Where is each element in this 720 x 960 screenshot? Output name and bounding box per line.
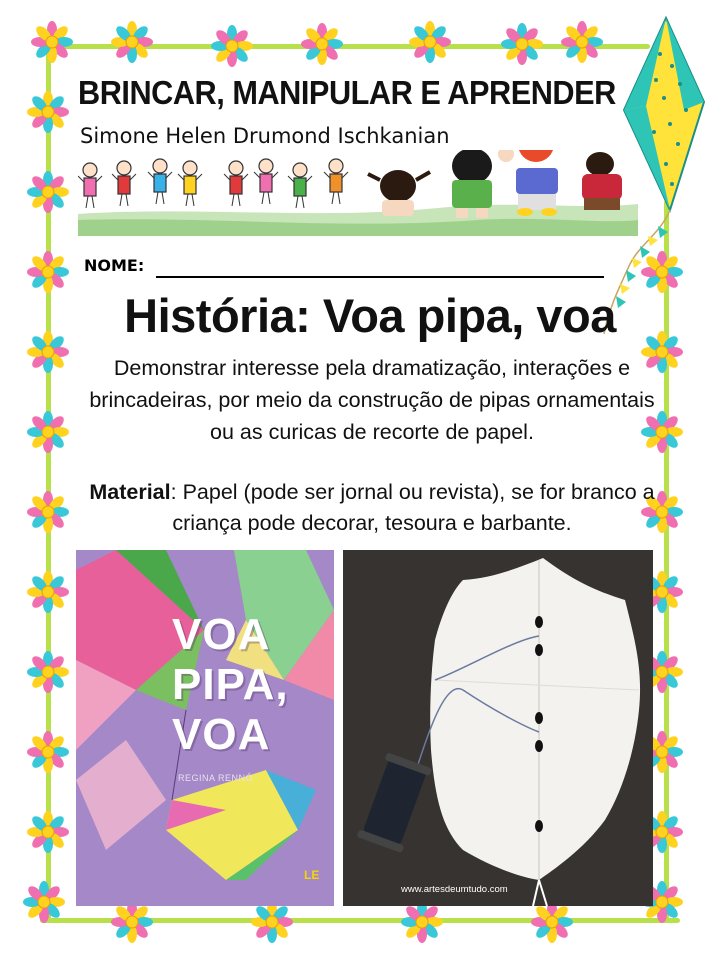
paper-kite-illustration — [343, 550, 653, 906]
story-title: História: Voa pipa, voa — [124, 289, 616, 342]
flower-icon — [400, 900, 444, 944]
flower-icon — [26, 490, 70, 534]
flower-icon — [530, 900, 574, 944]
paper-kite-photo — [343, 550, 653, 906]
flower-icon — [110, 20, 154, 64]
flower-icon — [26, 330, 70, 374]
book-title — [172, 610, 322, 760]
material-text: : Papel (pode ser jornal ou revista), se for branco a criança pode decorar, tesoura e barbante. — [170, 480, 655, 535]
flower-icon — [408, 20, 452, 64]
book-publisher-logo: LE — [304, 868, 320, 882]
children-illustration — [78, 150, 638, 236]
flower-icon — [560, 20, 604, 64]
flower-icon — [300, 22, 344, 66]
flower-icon — [250, 900, 294, 944]
material-label: Material — [89, 480, 171, 504]
book-author: REGINA RENNÓ — [178, 773, 254, 783]
flower-icon — [26, 410, 70, 454]
flower-icon — [22, 880, 66, 924]
header-title: BRINCAR, MANIPULAR E APRENDER — [78, 74, 616, 111]
photo-watermark: www.artesdeumtudo.com — [401, 884, 508, 895]
flower-icon — [26, 570, 70, 614]
book-title-line1: VOA — [172, 610, 271, 659]
flower-icon — [26, 730, 70, 774]
flower-icon — [26, 250, 70, 294]
flower-icon — [500, 22, 544, 66]
flower-icon — [26, 90, 70, 134]
book-cover-image — [76, 550, 334, 906]
name-label: NOME: — [84, 256, 145, 275]
flower-icon — [26, 810, 70, 854]
flower-icon — [26, 170, 70, 214]
book-title-line2: PIPA, — [172, 660, 289, 709]
name-field[interactable] — [84, 256, 606, 275]
flower-icon — [210, 24, 254, 68]
book-title-line3: VOA — [172, 710, 271, 759]
material-paragraph — [82, 477, 662, 539]
flower-icon — [26, 650, 70, 694]
name-underline — [156, 276, 604, 278]
objective-text: Demonstrar interesse pela dramatização, interações e brincadeiras, por meio da construção de pipas ornamentais ou as curicas de recorte de papel. — [89, 356, 655, 444]
flower-icon — [110, 900, 154, 944]
flower-icon — [30, 20, 74, 64]
header-author: Simone Helen Drumond Ischkanian — [80, 124, 450, 148]
